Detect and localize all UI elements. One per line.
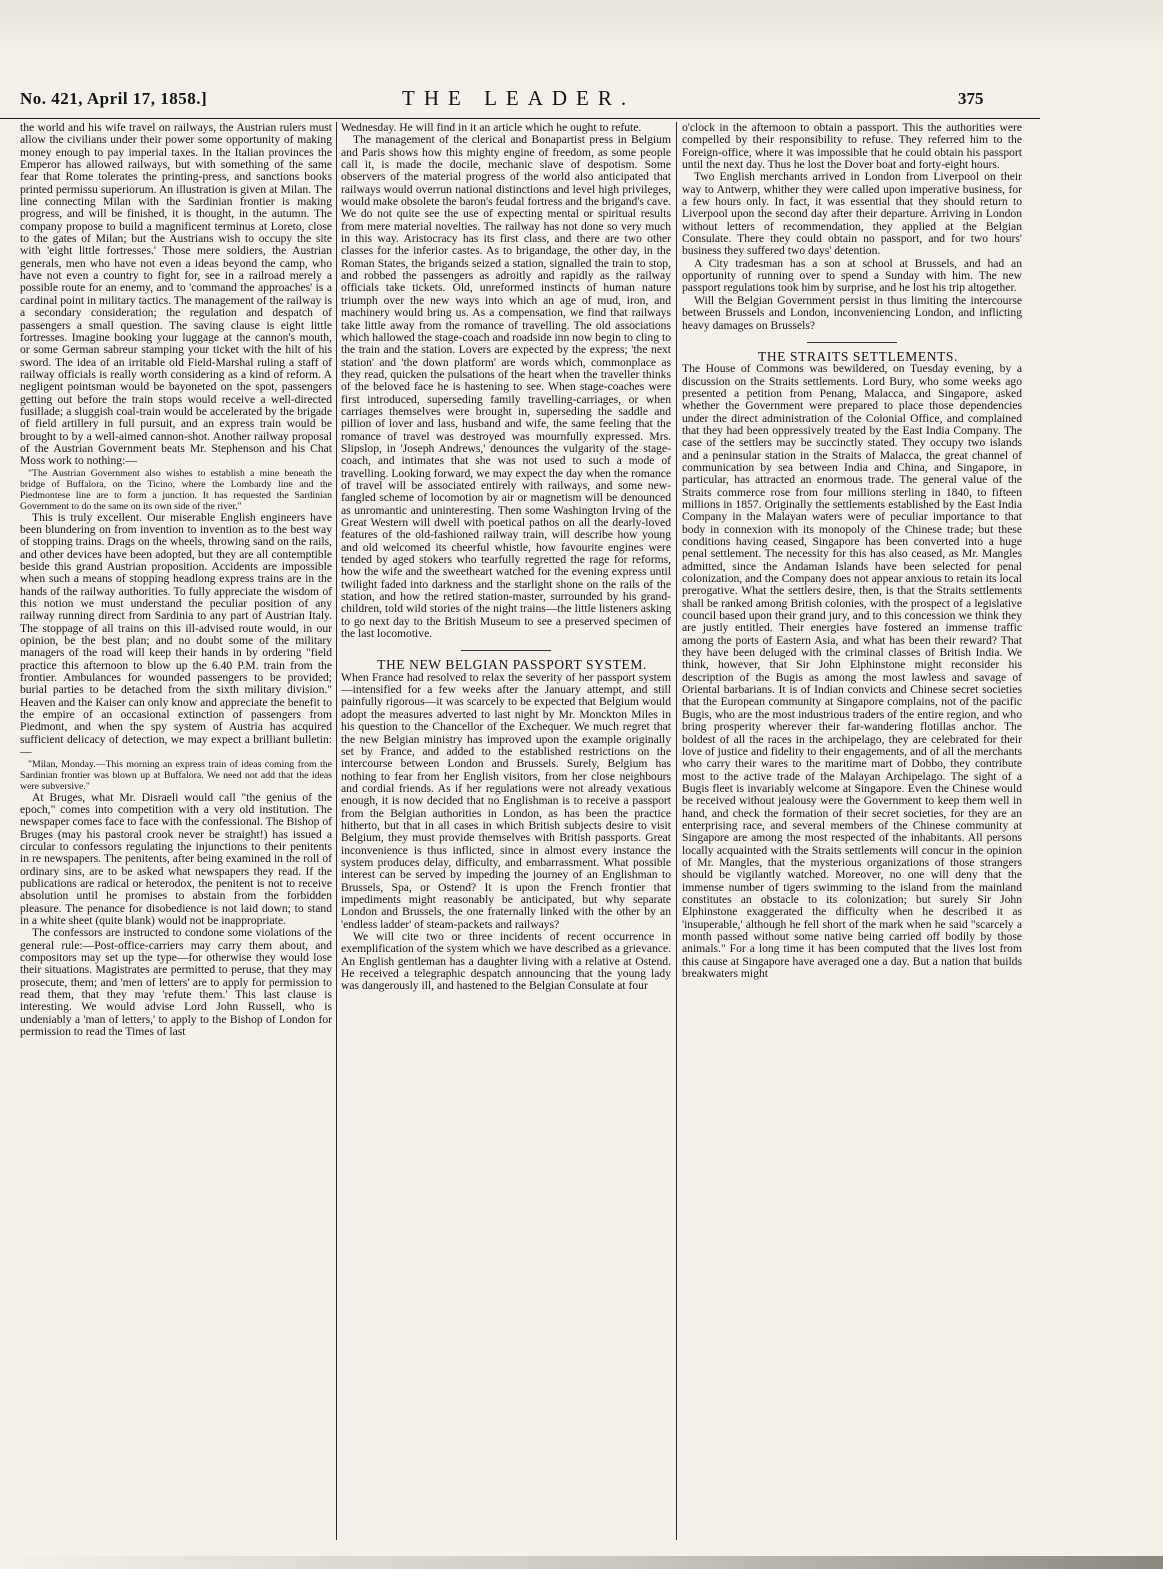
quotation: "The Austrian Government also wishes to establish a mine beneath the bridge of Buffalora, on the Ticino, where the Lombardy line and the Piedmontese line are to form a junction. It has requested the Sardinian Government to do the same on its own side of the river.": [20, 467, 332, 512]
column-rule: [676, 122, 677, 1540]
quotation: "Milan, Monday.—This morning an express train of ideas coming from the Sardinian frontier was blown up at Buffalora. We need not add that the ideas were subversive.": [20, 758, 332, 792]
article-heading: THE NEW BELGIAN PASSPORT SYSTEM.: [377, 657, 647, 673]
page-top-shading: [0, 0, 1163, 60]
paragraph: The House of Commons was bewildered, on Tuesday evening, by a discussion on the Straits settlements. Lord Bury, who some weeks ago presented a petition from Penang, Malacca, and Singapore, asked whether the Government were prepared to place those dependencies under the direct administration of the Colonial Office, and complained that they had been oppressively treated by the East India Company. The case of the settlers may be succinctly stated. They occupy two islands and a peninsular station in the Straits of Malacca, the great channel of communication by sea between India and China, and Singapore, in particular, has attracted an enormous trade. The general value of the Straits commerce rose from four millions sterling in 1840, to fifteen millions in 1857. Originally the settlements established by the East India Company in the Malayan waters were of peculiar importance to that body in connexion with its monopoly of the Chinese trade; but these conditions having ceased, Singapore has been converted into a huge penal settlement. The necessity for this has also ceased, as Mr. Mangles admitted, since the Andaman Islands have been selected for penal colonization, and the Company does not appear anxious to retain its local prerogative. What the settlers desire, then, is that the Straits settlements shall be ranked among British colonies, with the prospect of a legislative council based upon their grand jury, and to this concession we think they are justly entitled. Their energies have fostered an immense traffic among the ports of Eastern Asia, and what has been their reward? That they have been deluged with the criminal classes of British India. We think, however, that Sir John Elphinstone might reconsider his description of the Bugis as among the most lawless and savage of Oriental barbarians. It is of Indian convicts and Chinese secret societies that the European community at Singapore complains, not of the pacific Bugis, who are the most industrious traders of the entire region, and who bring prosperity wherever their far-wandering flotillas anchor. The boldest of all the races in the archipelago, they are celebrated for their love of justice and fidelity to their engagements, and of all the merchants who carry their wares to the maritime mart of Dobbo, they contribute most to the active trade of the Malayan Archipelago. The sight of a Bugis fleet is invariably welcome at Singapore. Even the Chinese would be received without jealousy were the Government to keep them well in hand, and check the formation of their secret societies, for they are an enterprising race, and several members of the Chinese community at Singapore are among the most respected of the inhabitants. All persons locally acquainted with the Straits settlements will concur in the opinion of Mr. Mangles, that the mysterious organizations of those strangers should be vigilantly watched. Moreover, no one will deny that the immense number of tigers swimming to the island from the mainland constitutes an obstacle to its colonization; but surely Sir John Elphinstone exaggerated the difficulty when he described it as 'insuperable,' although he fell short of the mark when he said "scarcely a month passed without some native being carried off bodily by those animals." For a long time it has been computed that the lives lost from this cause at Singapore have averaged one a day. But a nation that builds breakwaters might: [682, 362, 1022, 981]
issue-date: No. 421, April 17, 1858.]: [20, 89, 208, 108]
section-divider: [461, 650, 551, 651]
column-rule: [336, 122, 337, 1540]
column-2: [341, 122, 671, 1540]
paragraph: o'clock in the afternoon to obtain a passport. This the authorities were compelled by their responsibility to refuse. They referred him to the Foreign-office, where it was impossible that he could obtain his passport until the next day. Thus he lost the Dover boat and forty-eight hours.: [682, 122, 1022, 172]
column-1: [20, 122, 332, 1540]
column-3: [682, 122, 1022, 1540]
paragraph: Will the Belgian Government persist in thus limiting the intercourse between Brussels and London, inconveniencing London, and inflicting heavy damages on Brussels?: [682, 293, 1022, 332]
paragraph: A City tradesman has a son at school at Brussels, and had an opportunity of running over to spend a Sunday with him. The new passport regulations took him by surprise, and he lost his trip altogether.: [682, 256, 1022, 295]
masthead-title: THE LEADER.: [402, 86, 636, 110]
section-divider: [807, 342, 897, 343]
paragraph: At Bruges, what Mr. Disraeli would call "the genius of the epoch," comes into competition with a very old institution. The newspaper comes face to face with the confessional. The Bishop of Bruges (may his pastoral crook never be straight!) has issued a circular to confessors regulating the injunctions to their penitents in re newspapers. The penitents, after being examined in the roll of ordinary sins, are to be asked what newspapers they read. If the publications are radical or heterodox, the penitent is not to receive absolution until he promises to abstain from the forbidden pleasure. The penance for disobedience is not laid down; to stand in a white sheet (quite blank) would not be inappropriate.: [20, 790, 332, 927]
paragraph: Two English merchants arrived in London from Liverpool on their way to Antwerp, whither they were called upon imperative business, for a few hours only. In fact, it was essential that they should return to Liverpool upon the second day after their departure. Arriving in London without letters of recommendation, they applied at the Belgian Consulate. There they could obtain no passport, and for two hours' business they suffered two days' detention.: [682, 170, 1022, 258]
page-bottom-shading: [0, 1556, 1163, 1569]
paragraph: We will cite two or three incidents of recent occurrence in exemplification of the system which we have described as a grievance. An English gentleman has a daughter living with a relative at Ostend. He received a telegraphic despatch announcing that the young lady was dangerously ill, and hastened to the Belgian Consulate at four: [341, 930, 671, 993]
page-header: [0, 84, 1040, 119]
page-number: 375: [958, 89, 984, 108]
paragraph: The management of the clerical and Bonapartist press in Belgium and Paris shows how this mighty engine of freedom, as some people call it, is made the docile, mechanic slave of despotism. Some observers of the material progress of the world also anticipated that railways would overrun national distinctions and level high privileges, would make obsolete the baron's feudal fortress and the brigand's cave. We do not quite see the use of expecting mental or spiritual results from mere material novelties. The railway has not done so very much in this way. Aristocracy has its first class, and there are two other classes for the inferior castes. As to brigandage, the other day, in the Roman States, the brigands seized a station, signalled the train to stop, and robbed the passengers as adroitly and rapidly as the railway officials take tickets. Old, unreformed instincts of human nature triumph over the new ways into which an age of mud, iron, and machinery would bring us. As a compensation, we find that railways take little away from the romance of travelling. The old associations which hallowed the stage-coach and roadside inn now begin to cling to the train and the station. Lovers are expected by the express; 'the next station' and 'the down platform' are words which, commonplace as they read, quicken the pulsations of the heart when the traveller thinks of the beloved face he is hastening to see. When stage-coaches were first introduced, superseding family travelling-carriages, or when carriages themselves were brought in, superseding the saddle and pillion of lover and lass, husband and wife, the same feeling that the romance of travel was destroyed was mournfully expressed. Mrs. Slipslop, in 'Joseph Andrews,' denounces the vulgarity of the stage-coach, and intimates that she was not used to such a mode of travelling. Looking forward, we may expect the day when the romance of travel will be associated entirely with railways, and some new-fangled scheme of locomotion by air or magnetism will be denounced as unromantic and uninteresting. Then some Washington Irving of the Great Western will dwell with poetical pathos on all the dearly-loved features of the old-fashioned railway train, will describe how young and old welcomed its cheerful whistle, how favourite engines were tended by aged stokers who tearfully regretted the rage for reforms, how the wife and the sweetheart watched for the evening express until twilight faded into darkness and the starlight shone on the rails of the station, and how the retired station-master, surrounded by his grand-children, told wild stories of the night trains—the little listeners asking to go next day to the British Museum to see a preserved specimen of the last locomotive.: [341, 133, 671, 641]
paragraph: the world and his wife travel on railways, the Austrian rulers must allow the civilians under their power some opportunity of making money enough to pay imperial taxes. In the Italian provinces the Emperor has allowed railways, but with something of the same fear that Rome tolerates the printing-press, and sanctions books printed permissu superiorum. An illustration is given at Milan. The line connecting Milan with the Sardinian frontier is making progress, and will be finished, it is thought, in the autumn. The company propose to build a magnificent terminus at Loreto, close to the gates of Milan; but the Austrians wish to occupy the site with 'eight little fortresses.' Those mere soldiers, the Austrian generals, men who have not even a ideas beyond the camp, who have not even a country to fight for, see in a railroad merely a possible route for an enemy, and to 'command the approaches' is a cardinal point in military tactics. The management of the railway is a secondary consideration; the regulation and despatch of passengers a small question. The saving clause is eight little fortresses. Imagine booking your luggage at the cannon's mouth, or some German sabreur stamping your ticket with the hilt of his sword. The idea of an irritable old Field-Marshal ruling a staff of railway officials is really worth considering as a kind of reform. A negligent pointsman would be bayoneted on the spot, passengers getting out before the train stops would receive a well-directed fusillade; a sluggish coal-train would be accelerated by the brigade of field artillery in full pursuit, and an express train would be brought to by a well-aimed cannon-shot. Another railway proposal of the Austrian Government beats Mr. Stephenson and his Chat Moss work to nothing:—: [20, 122, 332, 468]
paragraph: This is truly excellent. Our miserable English engineers have been blundering on from invention to invention as to the best way of stopping trains. Drags on the wheels, throwing sand on the rails, and other devices have been adopted, but they are all contemptible beside this grand Austrian proposition. Accidents are impossible when such a means of stopping headlong express trains are in the hands of the railway authorities. To fully appreciate the wisdom of this notion we must understand the peculiar position of any railway running direct from Sardinia to any part of Austrian Italy. The stoppage of all trains on this ill-advised route would, in our opinion, be the best plan; and no doubt some of the military managers of the road will keep their hands in by ordering "field practice this afternoon to blow up the 6.40 P.M. train from the frontier. Ambulances for wounded passengers to be provided; burial parties to be detached from the sixth military division." Heaven and the Kaiser can only know and appreciate the benefit to the empire of an occasional extinction of passengers from Piedmont, and when the spy system of Austria has acquired sufficient delicacy of detection, we may expect a brilliant bulletin:—: [20, 510, 332, 759]
paragraph: Wednesday. He will find in it an article which he ought to refute.: [341, 122, 642, 134]
paragraph: When France had resolved to relax the severity of her passport system—intensified for a few weeks after the January attempt, and still painfully rigorous—it was scarcely to be expected that Belgium would adopt the measures adverted to last night by Mr. Monckton Miles in his question to the Chancellor of the Exchequer. We much regret that the new Belgian ministry has improved upon the example originally set by France, and added to the established restrictions on the intercourse between London and Brussels. Surely, Belgium has nothing to fear from her English visitors, from her close neighbours and cordial friends. As if her regulations were not already vexatious enough, it is now decided that no Englishman is to receive a passport from the Belgian authorities in London, as has been the practice hitherto, but that in all cases in which British subjects desire to visit Belgium, they must provide themselves with British passports. Great inconvenience is thus inflicted, since in almost every instance the system produces delay, difficulty, and embarrassment. What possible interest can be served by impeding the journey of an Englishman to Brussels, Spa, or Ostend? It is upon the French frontier that impediments might reasonably be anticipated, but why separate London and Brussels, the one fraternally linked with the other by an 'endless ladder' of steam-packets and railways?: [341, 670, 671, 931]
article-heading: THE STRAITS SETTLEMENTS.: [757, 348, 959, 364]
paragraph: The confessors are instructed to condone some violations of the general rule:—Post-office-carriers may carry them about, and compositors may set up the type—for otherwise they would lose their situations. Magistrates are permitted to peruse, that they may prosecute, them; and 'men of letters' are to apply for permission to read them, that they may 'refute them.' This last clause is interesting. We would advise Lord John Russell, who is undeniably a 'man of letters,' to apply to the Bishop of London for permission to read the Times of last: [20, 926, 332, 1039]
